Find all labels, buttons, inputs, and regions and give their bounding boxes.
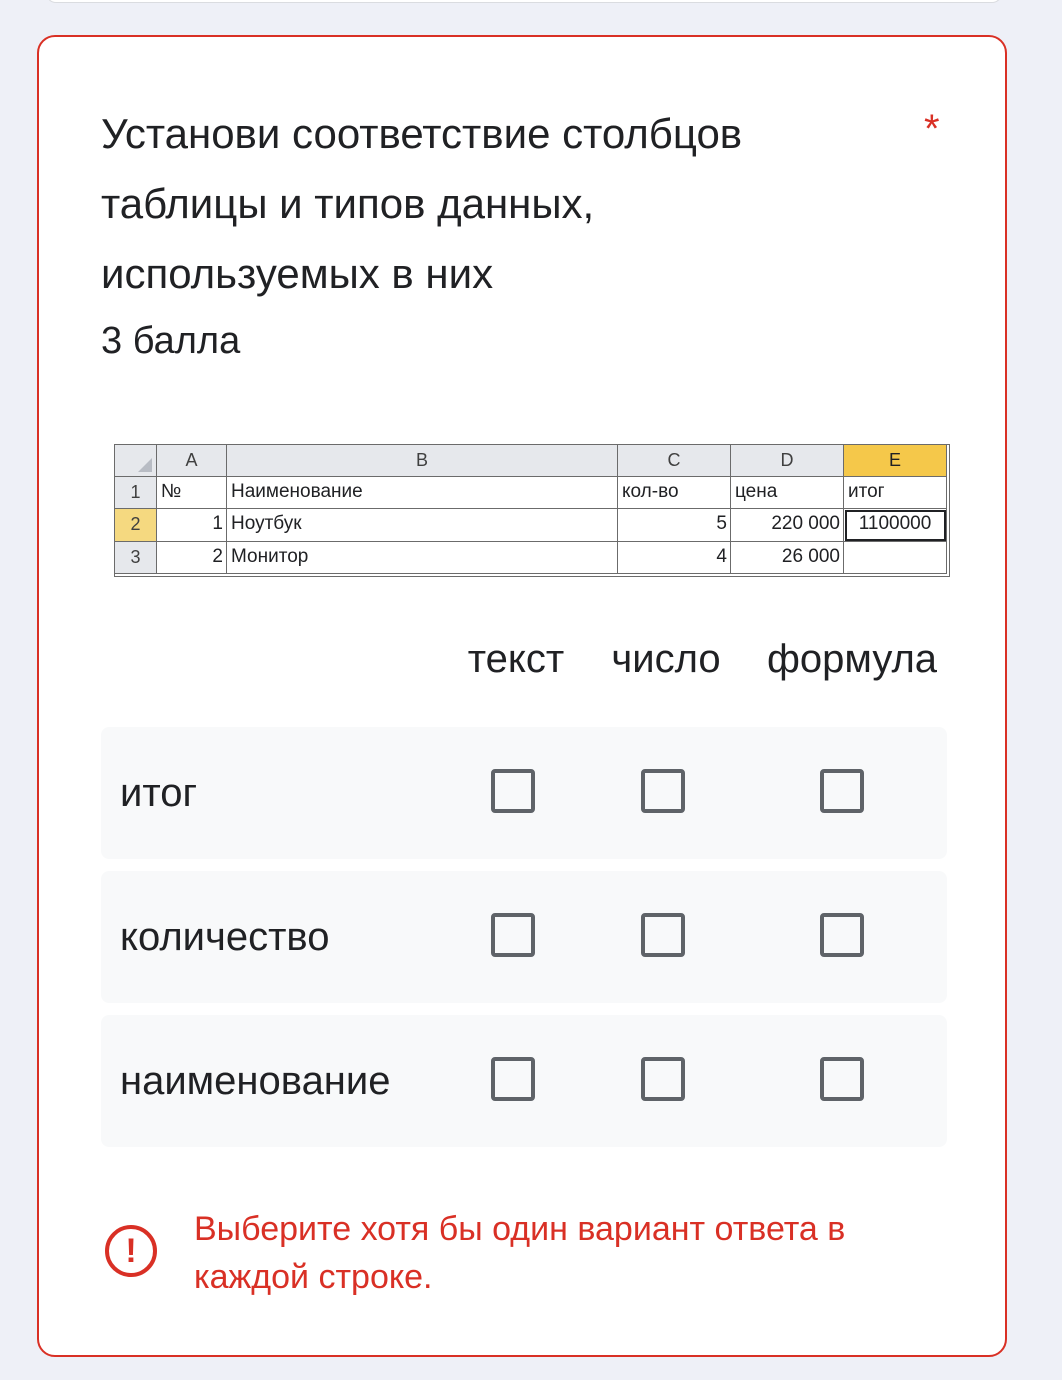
question-card bbox=[37, 35, 1007, 1357]
checkbox-itog-formula[interactable] bbox=[820, 769, 864, 813]
checkbox-quantity-text[interactable] bbox=[491, 913, 535, 957]
sheet-cell: № bbox=[157, 477, 227, 509]
sheet-row-header: 1 bbox=[115, 477, 157, 509]
question-title: Установи соответствие столбцов таблицы и типов данных, используемых в них bbox=[101, 110, 743, 297]
sheet-col-header: C bbox=[618, 445, 731, 477]
sheet-col-header: B bbox=[227, 445, 618, 477]
spreadsheet-image bbox=[114, 444, 950, 577]
sheet-active-cell: 1100000 bbox=[844, 509, 947, 542]
sheet-corner bbox=[115, 445, 157, 477]
checkbox-quantity-formula[interactable] bbox=[820, 913, 864, 957]
sheet-cell: итог bbox=[844, 477, 947, 509]
checkbox-name-text[interactable] bbox=[491, 1057, 535, 1101]
grid-row-quantity bbox=[101, 871, 947, 1003]
grid-row-label: итог bbox=[120, 771, 198, 815]
sheet-row-header: 3 bbox=[115, 542, 157, 574]
checkbox-name-formula[interactable] bbox=[820, 1057, 864, 1101]
grid-row-name bbox=[101, 1015, 947, 1147]
previous-question-card bbox=[46, 0, 1002, 3]
sheet-cell bbox=[844, 542, 947, 574]
sheet-col-header-selected: E bbox=[844, 445, 947, 477]
sheet-cell: кол-во bbox=[618, 477, 731, 509]
grid-column-header: формула bbox=[766, 637, 938, 681]
sheet-row-header-selected: 2 bbox=[115, 509, 157, 542]
grid-row-itog bbox=[101, 727, 947, 859]
sheet-cell: Ноутбук bbox=[227, 509, 618, 542]
validation-error-message: Выберите хотя бы один вариант ответа в каждой строке. bbox=[194, 1210, 846, 1296]
sheet-cell: 4 bbox=[618, 542, 731, 574]
exclamation-circle-icon: ! bbox=[105, 1225, 157, 1277]
grid-row-label: количество bbox=[120, 915, 330, 959]
sheet-cell: 1 bbox=[157, 509, 227, 542]
sheet-cell: 26 000 bbox=[731, 542, 844, 574]
grid-column-header: текст bbox=[467, 637, 565, 681]
checkbox-itog-text[interactable] bbox=[491, 769, 535, 813]
sheet-cell: Монитор bbox=[227, 542, 618, 574]
sheet-col-header: A bbox=[157, 445, 227, 477]
sheet-cell: Наименование bbox=[227, 477, 618, 509]
question-points: 3 балла bbox=[101, 320, 241, 362]
checkbox-itog-number[interactable] bbox=[641, 769, 685, 813]
sheet-cell: цена bbox=[731, 477, 844, 509]
sheet-cell: 2 bbox=[157, 542, 227, 574]
sheet-col-header: D bbox=[731, 445, 844, 477]
sheet-cell: 220 000 bbox=[731, 509, 844, 542]
required-indicator: * bbox=[924, 107, 940, 151]
checkbox-name-number[interactable] bbox=[641, 1057, 685, 1101]
grid-row-label: наименование bbox=[120, 1059, 391, 1103]
checkbox-quantity-number[interactable] bbox=[641, 913, 685, 957]
sheet-cell: 5 bbox=[618, 509, 731, 542]
grid-column-header: число bbox=[611, 637, 721, 681]
